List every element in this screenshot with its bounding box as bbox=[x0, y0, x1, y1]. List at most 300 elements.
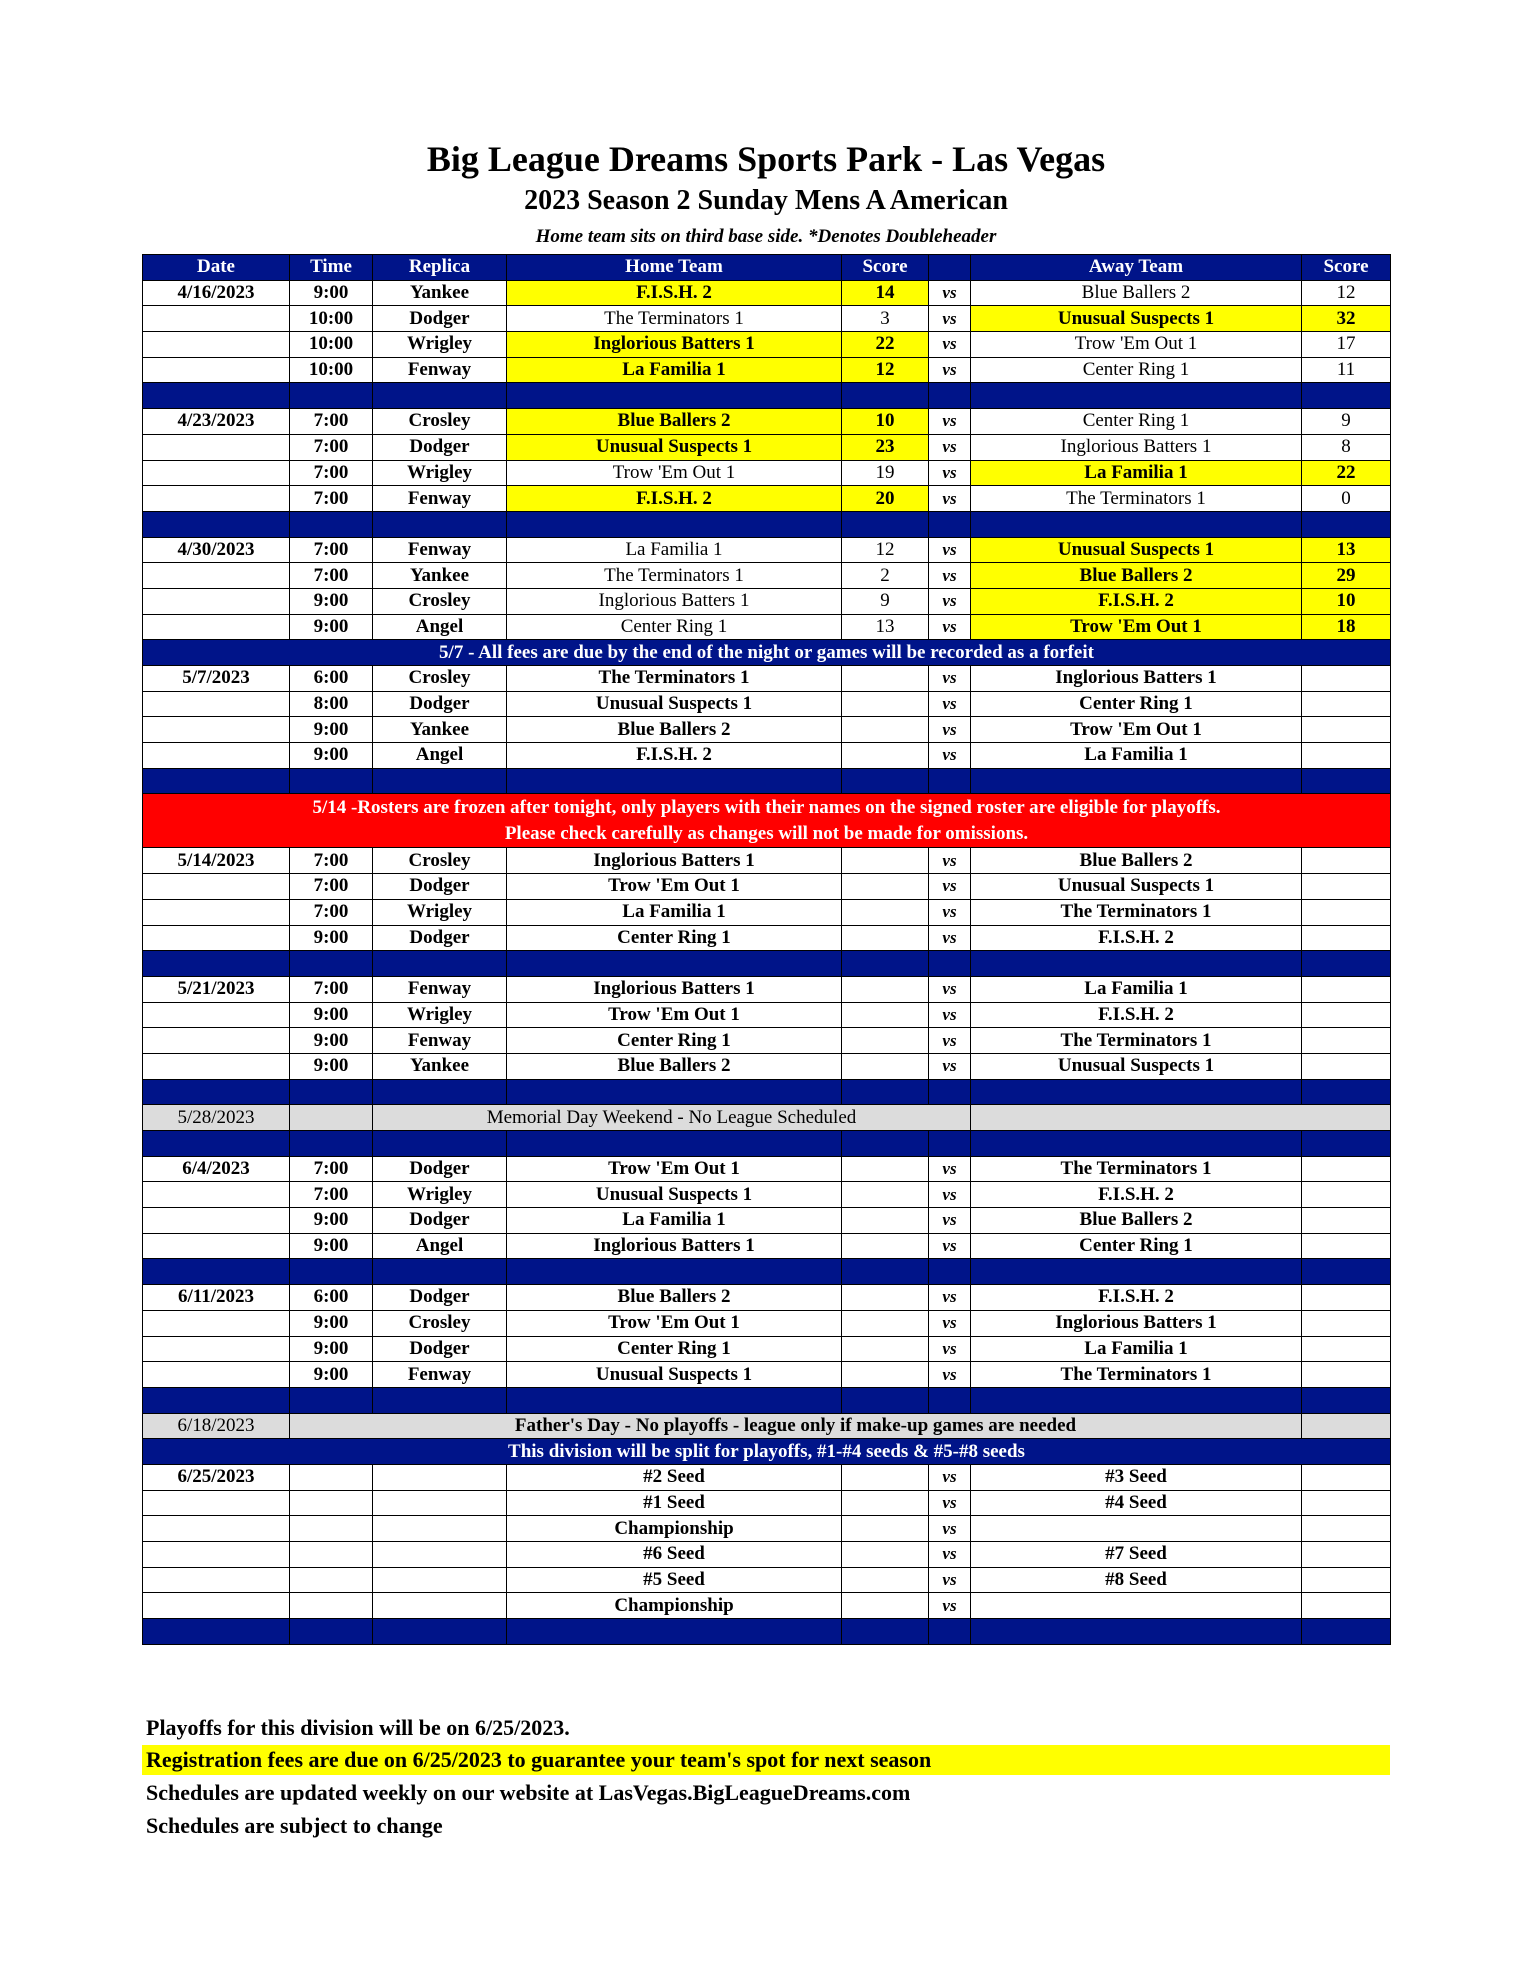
vs-label: vs bbox=[929, 306, 971, 332]
game-row bbox=[143, 1310, 1391, 1336]
away-score-cell bbox=[1302, 691, 1391, 717]
time-cell: 9:00 bbox=[290, 1310, 373, 1336]
replica-field-cell bbox=[373, 1567, 507, 1593]
home-team-cell: Unusual Suspects 1 bbox=[507, 434, 842, 460]
away-score-cell: 17 bbox=[1302, 332, 1391, 358]
away-score-cell bbox=[1302, 976, 1391, 1002]
home-score-cell: 20 bbox=[842, 486, 929, 512]
separator-row bbox=[143, 511, 1391, 537]
time-cell bbox=[290, 1464, 373, 1490]
vs-label: vs bbox=[929, 1542, 971, 1568]
time-cell: 9:00 bbox=[290, 717, 373, 743]
home-score-cell bbox=[842, 691, 929, 717]
replica-field-cell: Wrigley bbox=[373, 1002, 507, 1028]
home-score-cell bbox=[842, 976, 929, 1002]
date-cell bbox=[143, 1336, 290, 1362]
game-row bbox=[143, 332, 1391, 358]
separator-row bbox=[143, 1619, 1391, 1645]
game-row bbox=[143, 717, 1391, 743]
away-team-cell: La Familia 1 bbox=[971, 460, 1302, 486]
home-score-cell bbox=[842, 848, 929, 874]
separator-cell bbox=[290, 1387, 373, 1413]
away-team-cell: La Familia 1 bbox=[971, 743, 1302, 769]
away-score-cell bbox=[1302, 1413, 1391, 1439]
game-row bbox=[143, 1156, 1391, 1182]
date-cell bbox=[143, 874, 290, 900]
footer-registration-note: Registration fees are due on 6/25/2023 to guarantee your team's spot for next season bbox=[142, 1745, 1390, 1775]
home-score-cell: 19 bbox=[842, 460, 929, 486]
replica-field-cell: Angel bbox=[373, 743, 507, 769]
away-score-cell bbox=[1302, 1053, 1391, 1079]
home-score-cell bbox=[842, 925, 929, 951]
away-score-cell bbox=[1302, 1593, 1391, 1619]
time-cell: 9:00 bbox=[290, 1028, 373, 1054]
away-team-cell: La Familia 1 bbox=[971, 1336, 1302, 1362]
replica-field-cell: Dodger bbox=[373, 1156, 507, 1182]
away-team-cell: Unusual Suspects 1 bbox=[971, 537, 1302, 563]
separator-cell bbox=[507, 1387, 842, 1413]
separator-cell bbox=[290, 511, 373, 537]
separator-cell bbox=[842, 511, 929, 537]
separator-row bbox=[143, 1387, 1391, 1413]
game-row bbox=[143, 1516, 1391, 1542]
home-score-cell bbox=[842, 1490, 929, 1516]
vs-label: vs bbox=[929, 925, 971, 951]
home-team-cell: Inglorious Batters 1 bbox=[507, 848, 842, 874]
replica-field-cell: Angel bbox=[373, 614, 507, 640]
home-team-cell: The Terminators 1 bbox=[507, 666, 842, 692]
away-score-cell: 10 bbox=[1302, 588, 1391, 614]
home-score-cell bbox=[842, 1516, 929, 1542]
separator-cell bbox=[971, 383, 1302, 409]
home-score-cell: 22 bbox=[842, 332, 929, 358]
time-cell: 7:00 bbox=[290, 486, 373, 512]
separator-cell bbox=[929, 1131, 971, 1157]
game-row bbox=[143, 743, 1391, 769]
separator-cell bbox=[929, 1079, 971, 1105]
time-cell bbox=[290, 1593, 373, 1619]
home-score-cell bbox=[842, 1593, 929, 1619]
vs-label: vs bbox=[929, 717, 971, 743]
home-team-cell: #2 Seed bbox=[507, 1464, 842, 1490]
time-cell: 7:00 bbox=[290, 899, 373, 925]
time-cell: 7:00 bbox=[290, 1156, 373, 1182]
home-team-cell: Blue Ballers 2 bbox=[507, 717, 842, 743]
away-score-cell: 18 bbox=[1302, 614, 1391, 640]
separator-cell bbox=[143, 1259, 290, 1285]
separator-cell bbox=[971, 1387, 1302, 1413]
away-team-cell: Inglorious Batters 1 bbox=[971, 434, 1302, 460]
date-cell bbox=[143, 434, 290, 460]
home-team-cell: Inglorious Batters 1 bbox=[507, 1233, 842, 1259]
home-team-cell: La Familia 1 bbox=[507, 537, 842, 563]
vs-label: vs bbox=[929, 563, 971, 589]
game-row bbox=[143, 1336, 1391, 1362]
vs-label: vs bbox=[929, 1208, 971, 1234]
game-row bbox=[143, 434, 1391, 460]
replica-field-cell: Fenway bbox=[373, 537, 507, 563]
date-cell bbox=[143, 332, 290, 358]
separator-cell bbox=[1302, 768, 1391, 794]
away-team-cell: F.I.S.H. 2 bbox=[971, 588, 1302, 614]
separator-cell bbox=[1302, 1619, 1391, 1645]
away-score-cell bbox=[1302, 1567, 1391, 1593]
date-cell: 4/16/2023 bbox=[143, 280, 290, 306]
vs-label: vs bbox=[929, 460, 971, 486]
schedule-table bbox=[142, 254, 1391, 1645]
away-score-cell bbox=[1302, 1310, 1391, 1336]
home-team-cell: Center Ring 1 bbox=[507, 1028, 842, 1054]
no-games-note: Father's Day - No playoffs - league only if make-up games are needed bbox=[290, 1413, 1302, 1439]
away-score-cell: 8 bbox=[1302, 434, 1391, 460]
game-row bbox=[143, 874, 1391, 900]
separator-cell bbox=[373, 1619, 507, 1645]
game-row bbox=[143, 1490, 1391, 1516]
separator-cell bbox=[507, 383, 842, 409]
home-team-cell: Blue Ballers 2 bbox=[507, 1285, 842, 1311]
home-score-cell bbox=[842, 1542, 929, 1568]
home-team-cell: The Terminators 1 bbox=[507, 306, 842, 332]
home-team-cell: The Terminators 1 bbox=[507, 563, 842, 589]
time-cell: 9:00 bbox=[290, 1002, 373, 1028]
time-cell: 7:00 bbox=[290, 460, 373, 486]
col-header-home-score: Score bbox=[842, 255, 929, 281]
home-team-cell: Blue Ballers 2 bbox=[507, 409, 842, 435]
away-team-cell: #3 Seed bbox=[971, 1464, 1302, 1490]
away-score-cell: 11 bbox=[1302, 357, 1391, 383]
home-team-note: Home team sits on third base side. *Denotes Doubleheader bbox=[535, 226, 997, 247]
replica-field-cell: Yankee bbox=[373, 717, 507, 743]
home-score-cell bbox=[842, 874, 929, 900]
away-team-cell bbox=[971, 1516, 1302, 1542]
vs-label: vs bbox=[929, 1053, 971, 1079]
time-cell: 6:00 bbox=[290, 1285, 373, 1311]
separator-cell bbox=[373, 1387, 507, 1413]
page-subtitle: 2023 Season 2 Sunday Mens A American bbox=[524, 185, 1008, 216]
date-cell bbox=[143, 563, 290, 589]
date-cell bbox=[143, 1542, 290, 1568]
page-title: Big League Dreams Sports Park - Las Vegas bbox=[426, 139, 1106, 179]
away-score-cell bbox=[1302, 874, 1391, 900]
replica-field-cell: Dodger bbox=[373, 306, 507, 332]
vs-label: vs bbox=[929, 1336, 971, 1362]
time-cell: 9:00 bbox=[290, 280, 373, 306]
replica-field-cell: Wrigley bbox=[373, 332, 507, 358]
away-score-cell: 32 bbox=[1302, 306, 1391, 332]
col-header-vs bbox=[929, 255, 971, 281]
home-score-cell bbox=[842, 666, 929, 692]
col-header-home-team: Home Team bbox=[507, 255, 842, 281]
separator-cell bbox=[290, 383, 373, 409]
home-score-cell bbox=[842, 1208, 929, 1234]
time-cell: 10:00 bbox=[290, 357, 373, 383]
home-team-cell: #1 Seed bbox=[507, 1490, 842, 1516]
away-team-cell: #4 Seed bbox=[971, 1490, 1302, 1516]
game-row bbox=[143, 925, 1391, 951]
away-team-cell bbox=[971, 1105, 1391, 1131]
time-cell: 9:00 bbox=[290, 588, 373, 614]
away-score-cell: 12 bbox=[1302, 280, 1391, 306]
time-cell: 9:00 bbox=[290, 925, 373, 951]
separator-cell bbox=[929, 383, 971, 409]
separator-cell bbox=[971, 1619, 1302, 1645]
home-score-cell bbox=[842, 1567, 929, 1593]
separator-cell bbox=[842, 383, 929, 409]
no-games-row bbox=[143, 1413, 1391, 1439]
away-team-cell: Unusual Suspects 1 bbox=[971, 874, 1302, 900]
game-row bbox=[143, 357, 1391, 383]
replica-field-cell: Crosley bbox=[373, 409, 507, 435]
home-score-cell: 12 bbox=[842, 537, 929, 563]
separator-cell bbox=[143, 1387, 290, 1413]
replica-field-cell: Dodger bbox=[373, 1336, 507, 1362]
time-cell: 10:00 bbox=[290, 306, 373, 332]
home-team-cell: #5 Seed bbox=[507, 1567, 842, 1593]
home-score-cell: 13 bbox=[842, 614, 929, 640]
date-cell bbox=[143, 460, 290, 486]
game-row bbox=[143, 1593, 1391, 1619]
away-team-cell: Trow 'Em Out 1 bbox=[971, 717, 1302, 743]
separator-cell bbox=[507, 1131, 842, 1157]
game-row bbox=[143, 1182, 1391, 1208]
vs-label: vs bbox=[929, 588, 971, 614]
vs-label: vs bbox=[929, 1362, 971, 1388]
date-cell bbox=[143, 1233, 290, 1259]
home-score-cell bbox=[842, 899, 929, 925]
away-team-cell: The Terminators 1 bbox=[971, 1028, 1302, 1054]
away-score-cell bbox=[1302, 1362, 1391, 1388]
game-row bbox=[143, 409, 1391, 435]
away-team-cell: Center Ring 1 bbox=[971, 691, 1302, 717]
away-score-cell bbox=[1302, 1490, 1391, 1516]
vs-label: vs bbox=[929, 1516, 971, 1542]
separator-cell bbox=[143, 951, 290, 977]
home-score-cell bbox=[842, 1285, 929, 1311]
date-cell: 5/14/2023 bbox=[143, 848, 290, 874]
vs-label: vs bbox=[929, 1002, 971, 1028]
vs-label: vs bbox=[929, 874, 971, 900]
date-cell bbox=[143, 1182, 290, 1208]
separator-cell bbox=[1302, 1079, 1391, 1105]
home-score-cell: 23 bbox=[842, 434, 929, 460]
replica-field-cell: Fenway bbox=[373, 357, 507, 383]
replica-field-cell: Dodger bbox=[373, 434, 507, 460]
time-cell: 9:00 bbox=[290, 743, 373, 769]
separator-cell bbox=[971, 951, 1302, 977]
replica-field-cell: Fenway bbox=[373, 1028, 507, 1054]
away-score-cell bbox=[1302, 925, 1391, 951]
roster-alert bbox=[143, 794, 1391, 848]
date-cell: 5/21/2023 bbox=[143, 976, 290, 1002]
separator-cell bbox=[143, 511, 290, 537]
date-cell: 5/7/2023 bbox=[143, 666, 290, 692]
date-cell bbox=[143, 691, 290, 717]
col-header-away-team: Away Team bbox=[971, 255, 1302, 281]
date-cell: 6/11/2023 bbox=[143, 1285, 290, 1311]
away-score-cell bbox=[1302, 1182, 1391, 1208]
away-team-cell: Center Ring 1 bbox=[971, 409, 1302, 435]
away-team-cell: The Terminators 1 bbox=[971, 486, 1302, 512]
separator-cell bbox=[507, 511, 842, 537]
home-team-cell: Blue Ballers 2 bbox=[507, 1053, 842, 1079]
replica-field-cell: Wrigley bbox=[373, 899, 507, 925]
date-cell bbox=[143, 486, 290, 512]
replica-field-cell: Yankee bbox=[373, 563, 507, 589]
home-team-cell: Trow 'Em Out 1 bbox=[507, 1310, 842, 1336]
home-score-cell bbox=[842, 1233, 929, 1259]
vs-label: vs bbox=[929, 434, 971, 460]
away-score-cell: 0 bbox=[1302, 486, 1391, 512]
game-row bbox=[143, 1002, 1391, 1028]
game-row bbox=[143, 1542, 1391, 1568]
home-score-cell: 14 bbox=[842, 280, 929, 306]
away-team-cell: F.I.S.H. 2 bbox=[971, 1002, 1302, 1028]
away-team-cell: Inglorious Batters 1 bbox=[971, 1310, 1302, 1336]
header-row bbox=[143, 255, 1391, 281]
separator-cell bbox=[1302, 1387, 1391, 1413]
away-team-cell: F.I.S.H. 2 bbox=[971, 1182, 1302, 1208]
home-team-cell: Championship bbox=[507, 1516, 842, 1542]
replica-field-cell: Dodger bbox=[373, 925, 507, 951]
roster-alert-line: 5/14 -Rosters are frozen after tonight, only players with their names on the signed roster are eligible for playoffs. bbox=[312, 796, 1221, 818]
game-row bbox=[143, 976, 1391, 1002]
date-cell bbox=[143, 1567, 290, 1593]
vs-label: vs bbox=[929, 409, 971, 435]
time-cell: 7:00 bbox=[290, 434, 373, 460]
time-cell: 7:00 bbox=[290, 976, 373, 1002]
separator-row bbox=[143, 1259, 1391, 1285]
separator-row bbox=[143, 768, 1391, 794]
time-cell: 9:00 bbox=[290, 1208, 373, 1234]
time-cell: 8:00 bbox=[290, 691, 373, 717]
home-score-cell bbox=[842, 1182, 929, 1208]
separator-cell bbox=[842, 1387, 929, 1413]
home-score-cell bbox=[842, 1053, 929, 1079]
col-header-time: Time bbox=[290, 255, 373, 281]
away-score-cell bbox=[1302, 1233, 1391, 1259]
replica-field-cell: Angel bbox=[373, 1233, 507, 1259]
game-row bbox=[143, 588, 1391, 614]
game-row bbox=[143, 1362, 1391, 1388]
game-row bbox=[143, 614, 1391, 640]
home-score-cell bbox=[842, 717, 929, 743]
separator-row bbox=[143, 383, 1391, 409]
separator-cell bbox=[971, 1131, 1302, 1157]
separator-cell bbox=[507, 768, 842, 794]
separator-cell bbox=[1302, 1259, 1391, 1285]
separator-cell bbox=[929, 951, 971, 977]
notice-text: 5/7 - All fees are due by the end of the night or games will be recorded as a forfeit bbox=[143, 640, 1391, 666]
time-cell: 7:00 bbox=[290, 874, 373, 900]
game-row bbox=[143, 1464, 1391, 1490]
footer-playoffs-note: Playoffs for this division will be on 6/25/2023. bbox=[146, 1715, 570, 1740]
separator-cell bbox=[842, 1259, 929, 1285]
away-team-cell: La Familia 1 bbox=[971, 976, 1302, 1002]
time-cell bbox=[290, 1516, 373, 1542]
time-cell: 10:00 bbox=[290, 332, 373, 358]
game-row bbox=[143, 666, 1391, 692]
game-row bbox=[143, 460, 1391, 486]
home-team-cell: La Familia 1 bbox=[507, 899, 842, 925]
separator-cell bbox=[290, 951, 373, 977]
date-cell bbox=[143, 717, 290, 743]
time-cell bbox=[290, 1567, 373, 1593]
separator-cell bbox=[507, 1259, 842, 1285]
replica-field-cell: Yankee bbox=[373, 1053, 507, 1079]
home-team-cell: F.I.S.H. 2 bbox=[507, 280, 842, 306]
time-cell: 9:00 bbox=[290, 1336, 373, 1362]
separator-row bbox=[143, 951, 1391, 977]
away-score-cell bbox=[1302, 1028, 1391, 1054]
replica-field-cell: Dodger bbox=[373, 1208, 507, 1234]
game-row bbox=[143, 899, 1391, 925]
home-team-cell: Center Ring 1 bbox=[507, 614, 842, 640]
date-cell bbox=[143, 1002, 290, 1028]
game-row bbox=[143, 691, 1391, 717]
separator-cell bbox=[971, 511, 1302, 537]
away-score-cell: 13 bbox=[1302, 537, 1391, 563]
separator-cell bbox=[290, 1131, 373, 1157]
date-cell bbox=[143, 357, 290, 383]
away-score-cell bbox=[1302, 717, 1391, 743]
time-cell: 9:00 bbox=[290, 614, 373, 640]
separator-cell bbox=[143, 768, 290, 794]
date-cell: 6/18/2023 bbox=[143, 1413, 290, 1439]
game-row bbox=[143, 1053, 1391, 1079]
date-cell bbox=[143, 1028, 290, 1054]
separator-cell bbox=[842, 951, 929, 977]
vs-label: vs bbox=[929, 1028, 971, 1054]
away-score-cell bbox=[1302, 1285, 1391, 1311]
separator-cell bbox=[143, 1131, 290, 1157]
away-score-cell bbox=[1302, 848, 1391, 874]
time-cell: 7:00 bbox=[290, 409, 373, 435]
replica-field-cell bbox=[373, 1516, 507, 1542]
replica-field-cell: Fenway bbox=[373, 976, 507, 1002]
home-score-cell bbox=[842, 1362, 929, 1388]
replica-field-cell: Crosley bbox=[373, 848, 507, 874]
roster-alert-row bbox=[143, 794, 1391, 848]
separator-cell bbox=[143, 383, 290, 409]
time-cell bbox=[290, 1542, 373, 1568]
separator-cell bbox=[1302, 383, 1391, 409]
home-team-cell: Inglorious Batters 1 bbox=[507, 588, 842, 614]
replica-field-cell bbox=[373, 1593, 507, 1619]
time-cell: 7:00 bbox=[290, 537, 373, 563]
home-score-cell bbox=[842, 1464, 929, 1490]
replica-field-cell: Crosley bbox=[373, 666, 507, 692]
replica-field-cell bbox=[373, 1542, 507, 1568]
separator-cell bbox=[507, 1619, 842, 1645]
vs-label: vs bbox=[929, 976, 971, 1002]
separator-cell bbox=[373, 1131, 507, 1157]
replica-field-cell: Fenway bbox=[373, 1362, 507, 1388]
home-team-cell: Unusual Suspects 1 bbox=[507, 1362, 842, 1388]
col-header-date: Date bbox=[143, 255, 290, 281]
away-score-cell bbox=[1302, 666, 1391, 692]
separator-cell bbox=[842, 1079, 929, 1105]
replica-field-cell: Crosley bbox=[373, 588, 507, 614]
vs-label: vs bbox=[929, 332, 971, 358]
col-header-replica: Replica bbox=[373, 255, 507, 281]
away-team-cell: The Terminators 1 bbox=[971, 1156, 1302, 1182]
home-team-cell: Trow 'Em Out 1 bbox=[507, 460, 842, 486]
separator-cell bbox=[842, 1619, 929, 1645]
date-cell: 4/30/2023 bbox=[143, 537, 290, 563]
separator-cell bbox=[971, 1079, 1302, 1105]
date-cell bbox=[143, 1593, 290, 1619]
away-score-cell: 9 bbox=[1302, 409, 1391, 435]
